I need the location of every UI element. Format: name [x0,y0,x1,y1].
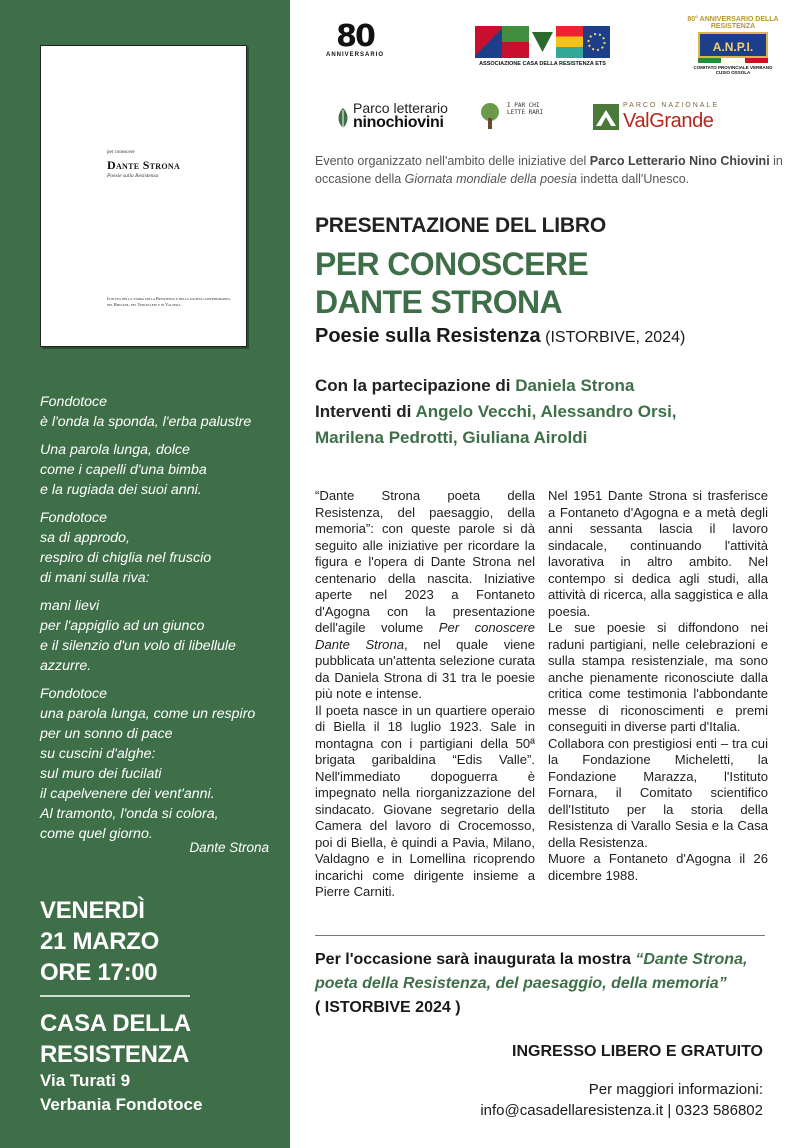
anpi-caption: COMITATO PROVINCIALE VERBANO CUSIO OSSOLA [693,65,773,75]
anpi-logo [687,16,779,75]
parchi-letterari-logo [475,100,545,132]
poem-line: una parola lunga, come un respiro [40,706,256,722]
parco-t2: ninochiovini [353,114,444,131]
logos-row-1 [315,16,779,78]
poem-line: Fondotoce [40,510,108,526]
book-institute: Istituto per la storia della Resistenza e della società contemporanea nel Biellese, nel Vercellese e in Valsesia [107,296,231,307]
poem [40,392,275,852]
poem-line: è l'onda la sponda, l'erba palustre [40,414,252,430]
body-p1a: “Dante Strona poeta della Resistenza, del paesaggio, della memoria”: con queste parole si dà seguito alle iniziative per ricordare la figura e l'opera di Dante Strona nel centenario della nascita. Iniziative aperte nel 2023 a Fontaneto d'Agogna con la presentazione dell'agile volume [315,488,535,635]
poem-line: su cuscini d'alghe: [40,746,156,762]
body-p1b: , nel quale viene pubblicata un'attenta selezione curata da Daniela Strona di 31 tra le poesie più note e intense. [315,636,535,701]
subtitle-publisher: (ISTORBIVE, 2024) [540,329,686,346]
poem-line: mani lievi [40,598,100,614]
valgrande-icon [593,104,619,130]
title-line2: DANTE STRONA [315,284,563,320]
poem-line: Fondotoce [40,394,108,410]
address-street: Via Turati 9 [40,1071,131,1090]
address-city: Verbania Fondotoce [40,1095,203,1114]
body-column-1 [315,488,535,901]
event-day: VENERDÌ [40,897,145,924]
book-cover [40,45,247,347]
anniversario-num-text: 80 [336,19,374,54]
credits-line1 [315,373,785,399]
title-line1: PER CONOSCERE [315,246,589,282]
poem-line: e la rugiada dei suoi anni. [40,482,202,498]
book-pretitle: per conoscere [107,150,135,155]
mostra-announcement [315,948,775,1020]
parchi-text: I PAR CHI LETTE RARI [507,102,544,116]
body-paragraph: Il poeta nasce in un quartiere operaio di Biella il 18 luglio 1923. Sale in montagna con i partigiani della 50ª brigata garibaldina “Edis Valle”. Nell'immediato dopoguerra è impegnato nella riorganizzazione del sindacato. Giovane segretario della Camera del lavoro di Crocemosso, poi di Biella, è quindi a Pavia, Milano, Valdagno e in Lomellina ricoprendo incarichi come dirigente insieme a Pierre Carniti. [315,702,535,899]
body-paragraph [315,488,535,703]
credits [315,373,785,451]
logos-row-2 [335,98,735,136]
contact-email[interactable]: info@casadellaresistenza.it [480,1102,664,1119]
place-line1: CASA DELLA [40,1010,191,1037]
tree-icon [479,102,501,130]
poem-line: il capelvenere dei vent'anni. [40,786,215,802]
casa-resistenza-logo [475,26,610,67]
partecipazione-label: Con la partecipazione di [315,376,516,395]
book-main-subtitle [315,325,685,348]
book-main-title [315,245,588,321]
anpi-stripes [698,58,768,63]
event-park: Parco Letterario Nino Chiovini [589,154,770,168]
credits-line2 [315,399,785,425]
poem-line: sa di approdo, [40,530,130,546]
poem-stanza [40,684,275,844]
body-paragraph: Muore a Fontaneto d'Agogna il 26 dicembre 1988. [548,851,768,883]
poem-line: di mani sulla riva: [40,570,150,586]
book-title: Dante Strona [107,158,181,172]
event-time: ORE 17:00 [40,959,158,986]
place-line2: RESISTENZA [40,1041,190,1068]
event-day-name: Giornata mondiale della poesia [404,172,577,186]
poem-line: Al tramonto, l'onda si colora, [40,806,219,822]
body-paragraph: Collabora con prestigiosi enti – tra cui la Fondazione Micheletti, la Fondazione Marazza, l'Istituto Fornara, il Comitato scientifico dell'Istituto per la storia della Resistenza di Varallo Sesia e la Casa della Resistenza. [548,735,768,850]
valg-t1: PARCO NAZIONALE [623,102,719,109]
section-divider [315,935,765,936]
body-p1-book: Per conoscere Dante Strona [315,620,535,652]
contact-phone[interactable]: 0323 586802 [675,1102,763,1119]
mostra-prefix: Per l'occasione sarà inaugurata la mostra [315,951,636,968]
event-address [40,1069,202,1117]
casa-caption: ASSOCIAZIONE CASA DELLA RESISTENZA ETS [479,61,606,67]
contact-info [480,1102,763,1119]
divider [40,995,190,997]
leaf-icon [335,106,351,130]
poem-stanza [40,392,275,432]
mostra-title: “Dante Strona, poeta della Resistenza, del paesaggio, della memoria” [315,951,748,992]
poem-author: Dante Strona [189,840,269,855]
poem-line: sul muro dei fucilati [40,766,162,782]
anniversario-logo [315,18,395,78]
event-suffix: indetta dall'Unesco. [577,172,690,186]
event-place [40,1008,191,1070]
poem-stanza [40,596,275,676]
anniversario-number [315,18,395,54]
poem-stanza [40,440,275,500]
partecipazione-name: Daniela Strona [515,376,635,395]
interventi-label: Interventi di [315,402,416,421]
parco-t1: Parco letterario [353,100,448,116]
info-label: Per maggiori informazioni: [588,1081,763,1098]
event-middle: in occasione della [315,154,783,186]
poem-stanza [40,508,275,588]
anpi-top: 80° ANNIVERSARIO DELLA RESISTENZA [687,16,779,30]
poem-line: come quel giorno. [40,826,153,842]
credits-line3: Marilena Pedrotti, Giuliana Airoldi [315,428,588,447]
book-subtitle: Poesie sulla Resistenza [107,173,159,179]
anpi-badge: A.N.P.I. [698,32,768,58]
poem-line: azzurre. [40,658,92,674]
interventi-names1: Angelo Vecchi, Alessandro Orsi, [415,402,677,421]
poem-line: come i capelli d'una bimba [40,462,207,478]
poem-line: Una parola lunga, dolce [40,442,190,458]
poem-line: per un sonno di pace [40,726,173,742]
event-date-text: 21 MARZO [40,928,159,955]
left-panel [0,0,290,1148]
poem-line: per l'appiglio ad un giunco [40,618,205,634]
body-paragraph: Le sue poesie si diffondono nei raduni partigiani, nelle celebrazioni e sulla stampa resistenziale, ma sono anche pienamente riconosciute dalla critica come testimonia l'abbondante messe di riconoscimenti e premi conseguiti in diverse parti d'Italia. [548,620,768,734]
poem-line: e il silenzio d'un volo di libellule [40,638,236,654]
anniversario-caption: ANNIVERSARIO [325,52,384,58]
event-description [315,152,785,188]
body-column-2 [548,488,768,884]
flags-icon [475,26,610,58]
subtitle-text: Poesie sulla Resistenza [315,325,541,347]
contact-separator: | [663,1102,676,1119]
valg-t2: ValGrande [623,110,714,132]
body-paragraph: Nel 1951 Dante Strona si trasferisce a Fontaneto d'Agogna e a metà degli anni sessanta lascia il lavoro sindacale, continuando l'attività lavorativa in altro ambito. Nel contempo si dedica agli studi, alla attività di ricerca, alla saggistica e alla poesia. [548,488,768,619]
event-date [40,895,159,988]
event-prefix: Evento organizzato nell'ambito delle iniziative del [315,154,590,168]
free-entry: INGRESSO LIBERO E GRATUITO [512,1043,763,1060]
poem-line: respiro di chiglia nel fruscio [40,550,212,566]
presentation-label: PRESENTAZIONE DEL LIBRO [315,214,606,237]
mostra-suffix: ( ISTORBIVE 2024 ) [315,999,461,1016]
poem-line: Fondotoce [40,686,108,702]
